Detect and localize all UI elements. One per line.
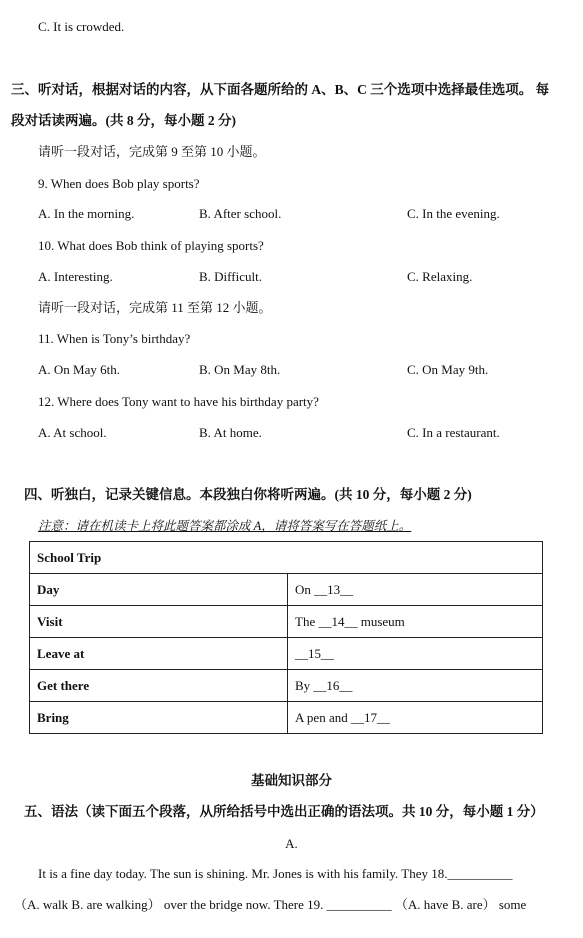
row-label: Get there: [30, 670, 288, 702]
option-11c: C. On May 9th.: [407, 362, 489, 377]
passage-line-2: （A. walk B. are walking） over the bridge now. There 19. __________ （A. have B. are） some: [14, 897, 527, 912]
row-value: The __14__ museum: [288, 606, 543, 638]
table-row: [30, 606, 543, 638]
passage-label: A.: [285, 836, 298, 851]
top-option: C. It is crowded.: [38, 19, 125, 34]
row-value: By __16__: [288, 670, 543, 702]
table-row: [30, 542, 543, 574]
section3-heading-line1: 三、听对话，根据对话的内容，从下面各题所给的 A、B、C 三个选项中选择最佳选项。 每: [11, 82, 550, 97]
passage-line-1: It is a fine day today. The sun is shining. Mr. Jones is with his family. They 18.__________: [38, 866, 513, 881]
option-12a: A. At school.: [38, 425, 107, 440]
option-12c: C. In a restaurant.: [407, 425, 500, 440]
row-label: Leave at: [30, 638, 288, 670]
table-row: [30, 702, 543, 734]
option-10b: B. Difficult.: [199, 269, 262, 284]
option-9c: C. In the evening.: [407, 206, 500, 221]
table-row: [30, 574, 543, 606]
basics-heading: 基础知识部分: [251, 773, 332, 788]
row-label: Day: [30, 574, 288, 606]
question-10: 10. What does Bob think of playing sports?: [38, 238, 264, 253]
question-11: 11. When is Tony’s birthday?: [38, 331, 191, 346]
school-trip-table: [29, 541, 543, 734]
section3-intro-1: 请听一段对话，完成第 9 至第 10 小题。: [38, 144, 266, 159]
section3-intro-2: 请听一段对话，完成第 11 至第 12 小题。: [38, 300, 272, 315]
option-12b: B. At home.: [199, 425, 262, 440]
table-row: [30, 638, 543, 670]
section4-note: 注意：请在机读卡上将此题答案都涂成 A，请将答案写在答题纸上。: [38, 519, 412, 533]
option-10a: A. Interesting.: [38, 269, 113, 284]
option-9b: B. After school.: [199, 206, 282, 221]
row-value: A pen and __17__: [288, 702, 543, 734]
row-label: Bring: [30, 702, 288, 734]
section5-heading: 五、语法（读下面五个段落，从所给括号中选出正确的语法项。共 10 分，每小题 1 分）: [24, 804, 544, 819]
row-label: Visit: [30, 606, 288, 638]
option-11a: A. On May 6th.: [38, 362, 120, 377]
question-9: 9. When does Bob play sports?: [38, 176, 200, 191]
option-11b: B. On May 8th.: [199, 362, 281, 377]
section4-heading: 四、听独白，记录关键信息。本段独白你将听两遍。(共 10 分，每小题 2 分): [24, 487, 472, 502]
row-value: On __13__: [288, 574, 543, 606]
question-12: 12. Where does Tony want to have his birthday party?: [38, 394, 319, 409]
section3-heading-line2: 段对话读两遍。(共 8 分，每小题 2 分): [11, 113, 236, 128]
option-9a: A. In the morning.: [38, 206, 135, 221]
table-title: School Trip: [30, 542, 543, 574]
option-10c: C. Relaxing.: [407, 269, 473, 284]
row-value: __15__: [288, 638, 543, 670]
table-row: [30, 670, 543, 702]
